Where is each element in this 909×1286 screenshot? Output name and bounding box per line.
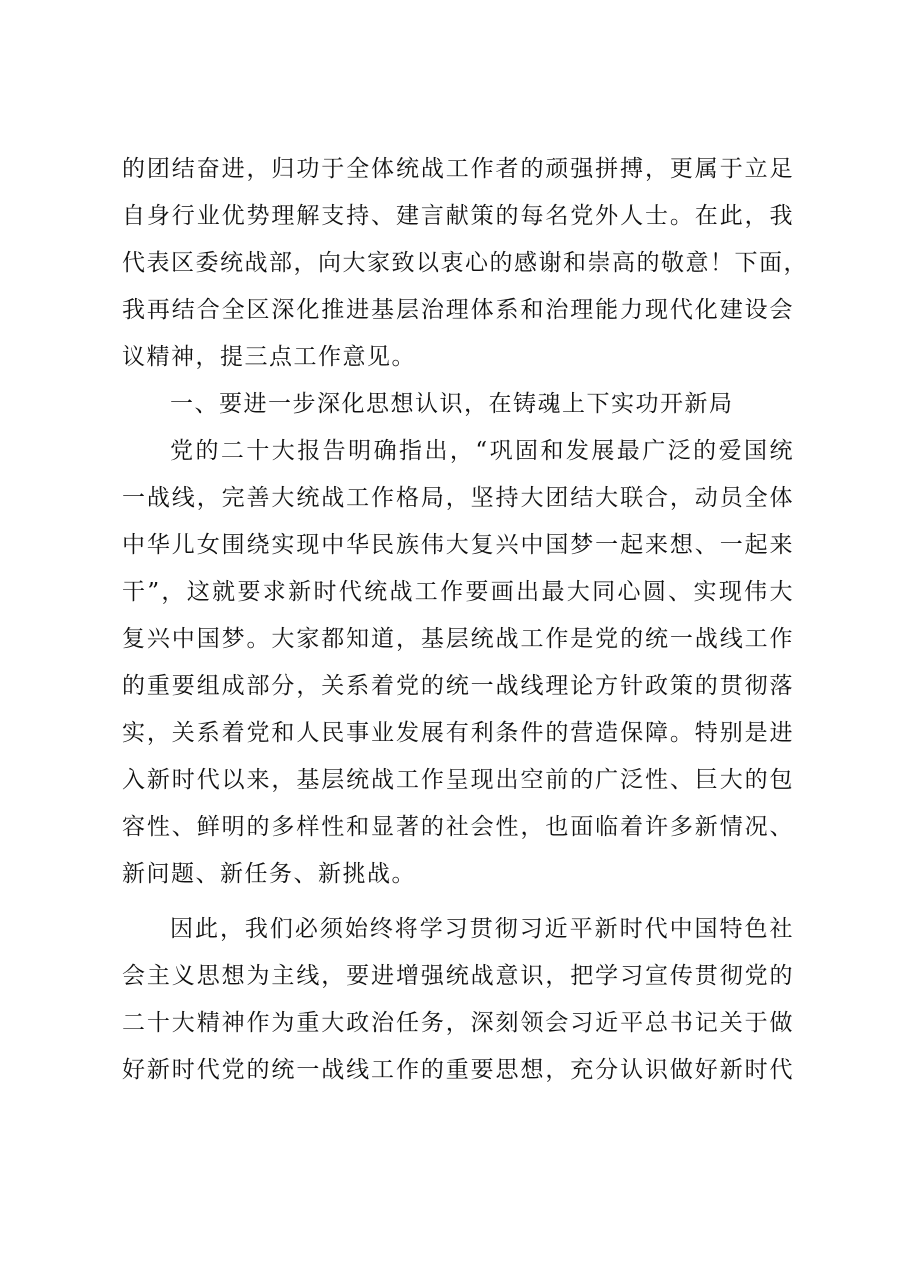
text-line: 复兴中国梦。大家都知道，基层统战工作是党的统一战线工作 [122,626,794,652]
text-line: 实，关系着党和人民事业发展有利条件的营造保障。特别是进 [122,720,794,746]
text-line: 入新时代以来，基层统战工作呈现出空前的广泛性、巨大的包 [122,767,794,793]
text-line: 的团结奋进，归功于全体统战工作者的顽强拼搏，更属于立足 [122,156,794,182]
text-line: 因此，我们必须始终将学习贯彻习近平新时代中国特色社 [170,916,794,942]
section-heading [122,381,794,428]
text-line: 党的二十大报告明确指出，“巩固和发展最广泛的爱国统 [170,438,794,464]
paragraph-gap [122,898,794,906]
document-body [122,146,808,1094]
paragraph [122,428,794,898]
text-line: 新问题、新任务、新挑战。 [122,861,416,887]
text-line: 好新时代党的统一战线工作的重要思想，充分认识做好新时代 [122,1057,794,1083]
text-line: 一战线，完善大统战工作格局，坚持大团结大联合，动员全体 [122,485,794,511]
text-line: 代表区委统战部，向大家致以衷心的感谢和崇高的敬意！下面， [122,250,808,276]
text-line: 我再结合全区深化推进基层治理体系和治理能力现代化建设会 [122,297,794,323]
text-line: 干”，这就要求新时代统战工作要画出最大同心圆、实现伟大 [122,579,794,605]
text-line: 二十大精神作为重大政治任务，深刻领会习近平总书记关于做 [122,1010,794,1036]
paragraph [122,906,794,1094]
text-line: 议精神，提三点工作意见。 [122,344,416,370]
paragraph [122,146,808,381]
text-line: 自身行业优势理解支持、建言献策的每名党外人士。在此，我 [122,203,794,229]
text-line: 的重要组成部分，关系着党的统一战线理论方针政策的贯彻落 [122,673,794,699]
text-line: 容性、鲜明的多样性和显著的社会性，也面临着许多新情况、 [122,814,794,840]
text-line: 一、要进一步深化思想认识，在铸魂上下实功开新局 [170,391,734,417]
text-line: 会主义思想为主线，要进增强统战意识，把学习宣传贯彻党的 [122,963,794,989]
text-line: 中华儿女围绕实现中华民族伟大复兴中国梦一起来想、一起来 [122,532,794,558]
